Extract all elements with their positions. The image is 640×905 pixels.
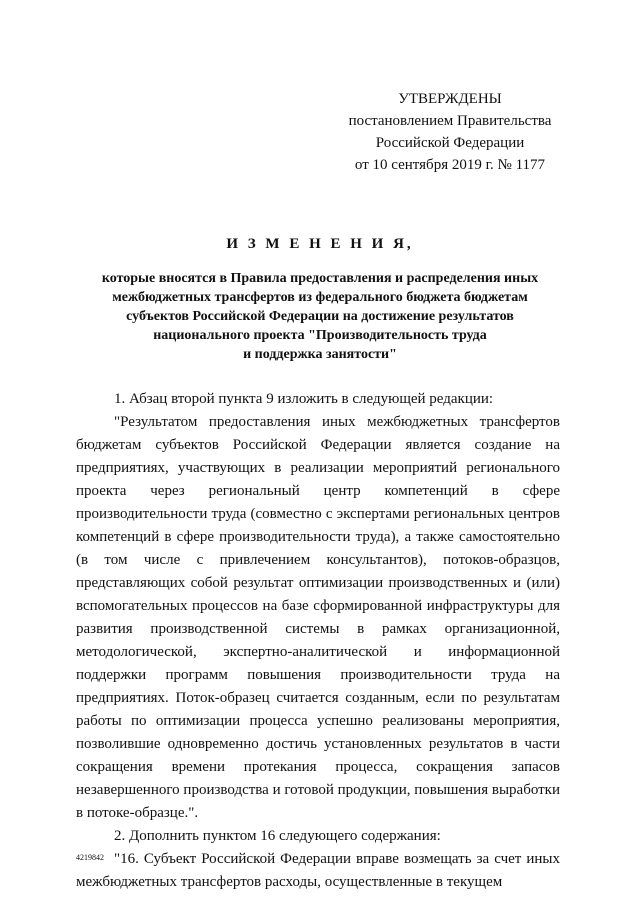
heading-subtitle-line-2: межбюджетных трансфертов из федерального бюджета бюджетам [112,290,528,305]
approval-block [330,88,570,176]
approval-line-2: Российской Федерации [375,135,525,151]
approval-line-3: от 10 сентября 2019 г. № 1177 [354,157,546,173]
heading-subtitle-line-3: субъектов Российской Федерации на достижение результатов [126,309,514,324]
document-body [76,388,560,894]
document-heading [70,236,570,364]
body-paragraph-2: "Результатом предоставления иных межбюджетных трансфертов бюджетам субъектов Российской Федерации является создание на предприятиях, участвующих в реализации мероприятий регионального проекта через региональный центр компетенций в сфере производительности труда (совместно с экспертами региональных центров компетенций в сфере производительности труда), а также самостоятельно (в том числе с привлечением консультантов), потоков-образцов, представляющих собой результат оптимизации производственных и (или) вспомогательных процессов на базе сформированной инфраструктуры для развития производственной системы в рамках организационной, методологической, экспертно-аналитической и информационной поддержки программ повышения производительности труда на предприятиях. Поток-образец считается созданным, если по результатам работы по оптимизации процесса успешно реализованы мероприятия, позволившие одновременно достичь установленных результатов в части сокращения времени протекания процесса, сокращения запасов незавершенного производства и готовой продукции, повышения выработки в потоке-образце.". [76,414,560,821]
heading-subtitle-line-1: которые вносятся в Правила предоставления и распределения иных [101,271,539,286]
document-id: 4219842 [76,853,104,862]
heading-subtitle-line-5: и поддержка занятости" [243,347,397,362]
body-paragraph-1: 1. Абзац второй пункта 9 изложить в следующей редакции: [114,391,494,407]
body-paragraph-3: 2. Дополнить пунктом 16 следующего содержания: [114,828,441,844]
heading-title: И З М Е Н Е Н И Я, [226,236,414,252]
approval-title: УТВЕРЖДЕНЫ [398,91,502,107]
body-paragraph-4: "16. Субъект Российской Федерации вправе возмещать за счет иных межбюджетных трансфертов расходы, осуществленные в текущем [76,851,560,890]
heading-subtitle-line-4: национального проекта "Производительность труда [153,328,487,343]
approval-line-1: постановлением Правительства [348,113,552,129]
